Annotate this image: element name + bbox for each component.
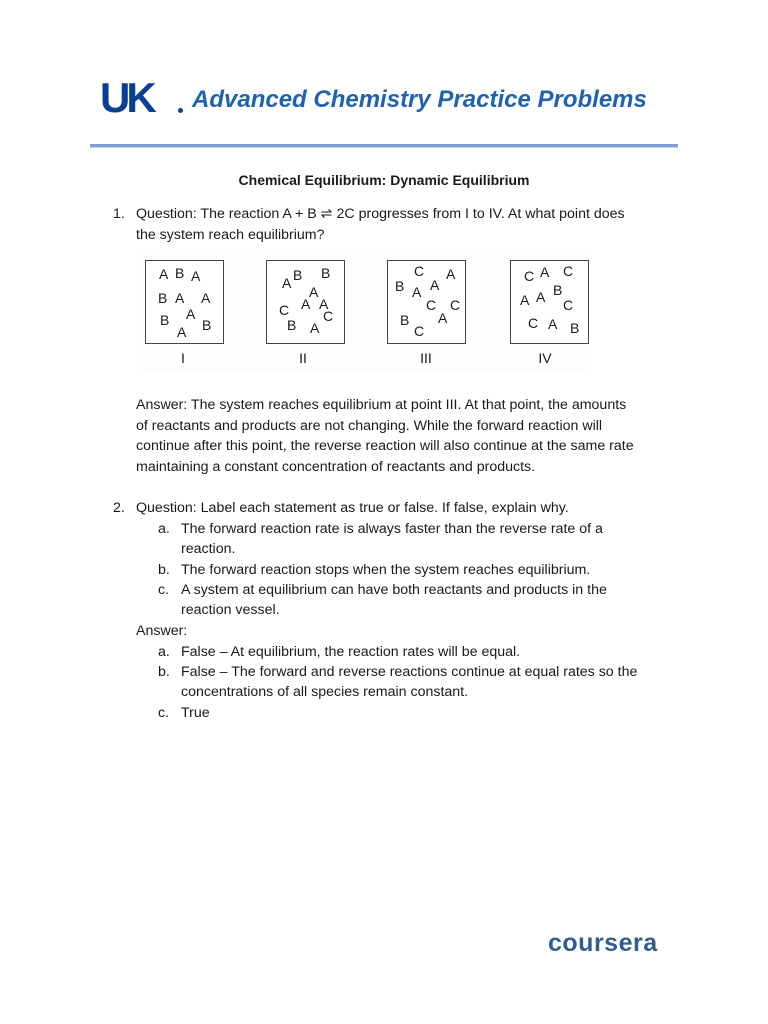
particle: B bbox=[158, 290, 168, 306]
particle: A bbox=[412, 284, 422, 300]
q2-statement-c-line2: reaction vessel. bbox=[181, 602, 280, 618]
particle: A bbox=[446, 266, 456, 282]
reaction-box-ii bbox=[266, 260, 345, 344]
box-label-i: I bbox=[181, 350, 185, 366]
particle: C bbox=[563, 297, 574, 313]
q2-question: Question: Label each statement as true or false. If false, explain why. bbox=[136, 500, 569, 516]
uk-logo-dot bbox=[178, 108, 183, 113]
particle: A bbox=[177, 324, 187, 340]
particle: C bbox=[279, 302, 290, 318]
q2-statement-a-line2: reaction. bbox=[181, 541, 236, 557]
particle: A bbox=[319, 296, 329, 312]
particle: A bbox=[536, 289, 546, 305]
header-divider-shadow bbox=[90, 147, 678, 148]
particle: B bbox=[570, 320, 580, 336]
section-title: Chemical Equilibrium: Dynamic Equilibrium bbox=[238, 172, 530, 188]
particle: B bbox=[400, 312, 410, 328]
uk-logo bbox=[100, 74, 184, 121]
particle: A bbox=[438, 310, 448, 326]
q2-answer-label: Answer: bbox=[136, 623, 188, 639]
particle: C bbox=[414, 263, 425, 279]
particle: B bbox=[321, 265, 331, 281]
header-title: Advanced Chemistry Practice Problems bbox=[192, 86, 647, 113]
reaction-box-i bbox=[145, 260, 224, 344]
q2-answer-a-letter: a. bbox=[158, 644, 170, 660]
particle: A bbox=[191, 268, 201, 284]
particle: C bbox=[323, 308, 334, 324]
particle: C bbox=[528, 315, 539, 331]
q2-answer-b-letter: b. bbox=[158, 664, 170, 680]
particle: C bbox=[414, 323, 425, 339]
uk-logo-text: UK bbox=[100, 74, 153, 121]
particle: A bbox=[310, 320, 320, 336]
q1-answer-line2: of reactants and products are not changing. While the forward reaction will bbox=[136, 418, 603, 434]
box-label-iv: IV bbox=[538, 350, 552, 366]
particle: B bbox=[293, 267, 303, 283]
q1-question-line1: Question: The reaction A + B ⇌ 2C progresses from I to IV. At what point does bbox=[136, 206, 625, 222]
particle: A bbox=[430, 277, 440, 293]
particle: B bbox=[395, 278, 405, 294]
q2-answer-c-letter: c. bbox=[158, 705, 170, 721]
q1-question-line2: the system reach equilibrium? bbox=[136, 227, 325, 243]
reaction-box-iii bbox=[387, 260, 466, 344]
q2-answer-c-line1: True bbox=[181, 705, 210, 721]
q1-answer-line1: Answer: The system reaches equilibrium at point III. At that point, the amounts bbox=[136, 397, 627, 413]
particle: A bbox=[186, 306, 196, 322]
particle: A bbox=[548, 316, 558, 332]
particle: C bbox=[524, 268, 535, 284]
particle: A bbox=[301, 296, 311, 312]
particle: A bbox=[540, 264, 550, 280]
q2-statement-b-line1: The forward reaction stops when the system reaches equilibrium. bbox=[181, 562, 591, 578]
particle: A bbox=[201, 290, 211, 306]
q2-answer-b-line1: False – The forward and reverse reactions continue at equal rates so the bbox=[181, 664, 638, 680]
q2-statement-c-line1: A system at equilibrium can have both reactants and products in the bbox=[181, 582, 607, 598]
particle: B bbox=[287, 317, 297, 333]
particle: A bbox=[520, 292, 530, 308]
particle: B bbox=[553, 282, 563, 298]
q2-number: 2. bbox=[113, 500, 125, 516]
particle: C bbox=[450, 297, 461, 313]
coursera-logo: coursera bbox=[548, 929, 658, 957]
q2-statement-a-letter: a. bbox=[158, 521, 170, 537]
particle: C bbox=[563, 263, 574, 279]
page-header bbox=[100, 74, 680, 122]
q2-statement-b-letter: b. bbox=[158, 562, 170, 578]
particle: B bbox=[160, 312, 170, 328]
q2-answer-b-line2: concentrations of all species remain constant. bbox=[181, 684, 469, 700]
particle: A bbox=[282, 275, 292, 291]
reaction-box-iv bbox=[510, 260, 589, 344]
q1-answer-line4: maintaining a constant concentration of reactants and products. bbox=[136, 459, 536, 475]
particle: C bbox=[426, 297, 437, 313]
q2-statement-a-line1: The forward reaction rate is always faster than the reverse rate of a bbox=[181, 521, 603, 537]
box-label-ii: II bbox=[299, 350, 307, 366]
particle: A bbox=[309, 284, 319, 300]
q1-number: 1. bbox=[113, 206, 125, 222]
particle: B bbox=[175, 265, 185, 281]
q1-answer-line3: continue after this point, the reverse reaction will also continue at the same rate bbox=[136, 438, 634, 454]
particle: A bbox=[175, 290, 185, 306]
particle: B bbox=[202, 317, 212, 333]
q2-answer-a-line1: False – At equilibrium, the reaction rates will be equal. bbox=[181, 644, 521, 660]
q2-statement-c-letter: c. bbox=[158, 582, 170, 598]
box-label-iii: III bbox=[420, 350, 432, 366]
particle: A bbox=[159, 266, 169, 282]
